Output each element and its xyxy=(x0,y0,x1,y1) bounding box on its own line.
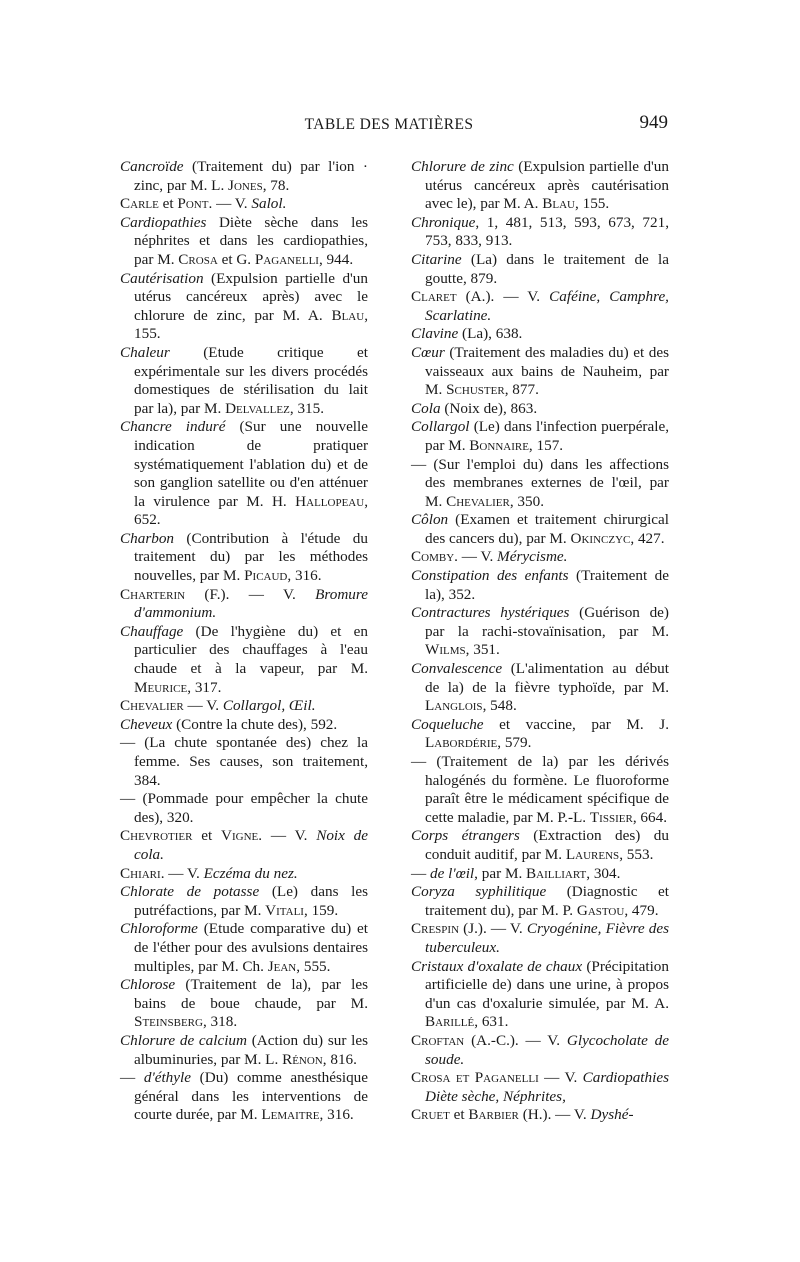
author-name: Gastou xyxy=(576,901,625,919)
author-name: Picaud xyxy=(244,567,288,585)
index-entry xyxy=(411,548,669,567)
author-name: Carle xyxy=(120,195,159,213)
entry-text: — (La chute spontanée des) chez la femme. Ses causes, son traitement, 384. xyxy=(120,734,368,789)
entry-term: Chaleur xyxy=(120,343,170,361)
entry-text: — V. xyxy=(538,1069,583,1087)
index-entry xyxy=(411,214,669,251)
author-name: Paganelli xyxy=(254,250,319,268)
entry-text: (Précipitation artificielle de) dans une urine, à propos d'un cas d'oxalurie simulée, par M. A. xyxy=(425,957,669,1012)
entry-text: , 816. xyxy=(322,1050,357,1068)
entry-term: Convalescence xyxy=(411,660,503,678)
index-entry xyxy=(411,827,669,864)
author-name: Jean xyxy=(267,957,297,975)
index-entry xyxy=(120,697,368,716)
entry-term: Côlon xyxy=(411,511,449,529)
entry-term: Collargol, Œil. xyxy=(222,697,316,715)
entry-term: Cheveux xyxy=(120,715,173,733)
entry-text: — xyxy=(411,864,430,882)
author-name: Jones xyxy=(228,176,263,194)
entry-text: (Expulsion partielle d'un utérus cancéreux après cautérisation avec le), par M. A. xyxy=(425,158,669,213)
entry-term: Chronique xyxy=(411,213,476,231)
entry-text: , 579. xyxy=(497,734,532,752)
index-entry xyxy=(411,1106,669,1125)
entry-text: , 555. xyxy=(296,957,331,975)
entry-term: Coqueluche xyxy=(411,715,484,733)
entry-term: Cardiopathies Diète sèche, Néphrites, xyxy=(425,1069,669,1105)
entry-term: de l'œil xyxy=(429,864,475,882)
entry-term: Chauffage xyxy=(120,622,184,640)
index-entry xyxy=(411,400,669,419)
index-entry xyxy=(120,158,368,195)
entry-text: , 316. xyxy=(287,567,322,585)
entry-text: (Contribution à l'étude du traitement du) par les méthodes nouvelles, par M. xyxy=(134,529,368,585)
entry-term: Corps étrangers xyxy=(411,827,520,845)
right-column xyxy=(411,158,669,1125)
index-entry xyxy=(120,920,368,976)
author-name: Hallopeau xyxy=(295,492,365,510)
entry-term: Collargol xyxy=(411,418,470,436)
entry-term: d'éthyle xyxy=(143,1069,191,1087)
index-entry xyxy=(411,716,669,753)
entry-text: (F.). — V. xyxy=(185,585,316,603)
entry-term: Bromure d'ammonium. xyxy=(134,585,368,622)
author-name: Bonnaire xyxy=(469,436,529,454)
entry-term: Dyshé- xyxy=(590,1106,634,1124)
entry-term: Cardiopathies xyxy=(120,213,207,231)
author-name: Chevalier xyxy=(446,492,510,510)
index-entry xyxy=(411,958,669,1032)
author-name: Pont xyxy=(177,195,209,213)
author-name: Blau xyxy=(542,195,575,213)
index-entry xyxy=(120,976,368,1032)
author-name: Vitali xyxy=(265,901,304,919)
index-entry xyxy=(411,865,669,884)
entry-text: et vaccine, par M. J. xyxy=(483,715,669,733)
entry-text: (Traitement des maladies du) et des vaisseaux aux bains de Nauheim, par M. xyxy=(425,343,669,399)
index-entry xyxy=(411,325,669,344)
running-head: TABLE DES MATIÈRES xyxy=(304,116,474,133)
entry-text: . — V. xyxy=(454,548,498,566)
entry-text: (Diagnostic et traitement du), par M. P. xyxy=(425,883,669,919)
entry-text: . — V. xyxy=(160,864,204,882)
entry-term: Cancroïde xyxy=(120,158,184,175)
entry-text: , 316. xyxy=(319,1106,354,1124)
index-entry xyxy=(411,1032,669,1069)
entry-term: Chlorure de zinc xyxy=(411,158,514,175)
index-entry xyxy=(120,1069,368,1125)
index-entry xyxy=(120,865,368,884)
page-number: 949 xyxy=(639,112,668,133)
entry-text: (J.). — V. xyxy=(459,920,527,938)
entry-text: (Examen et traitement chirurgical des cancers du), par M. xyxy=(425,511,669,547)
entry-text: , 315. xyxy=(289,399,325,417)
entry-text: , 159. xyxy=(303,901,339,919)
author-name: Laurens xyxy=(565,845,620,863)
author-name: Barbier xyxy=(468,1106,519,1124)
entry-text: et G. xyxy=(217,250,255,268)
entry-text: , 877. xyxy=(504,381,539,399)
entry-text: , 318. xyxy=(202,1013,238,1031)
entry-text: , 317. xyxy=(187,678,222,696)
author-name: Lemaitre xyxy=(261,1106,320,1124)
entry-text: (Traitement de la), 352. xyxy=(425,567,669,603)
entry-text: (Action du) sur les albuminuries, par M. L. xyxy=(134,1031,368,1068)
entry-text: , 664. xyxy=(632,808,667,826)
entry-term: Eczéma du nez. xyxy=(203,864,298,882)
index-entry xyxy=(120,883,368,920)
entry-term: Cola xyxy=(411,399,441,417)
entry-text: (Traitement du) par l'ion · zinc, par M. L. xyxy=(134,158,368,194)
author-name: Claret xyxy=(411,288,457,306)
index-entry xyxy=(120,270,368,344)
entry-text: , 155. xyxy=(134,306,368,343)
index-entry xyxy=(120,214,368,270)
index-entry xyxy=(120,344,368,418)
entry-text: . — V. xyxy=(208,195,252,213)
entry-term: Clavine xyxy=(411,325,459,343)
index-entry xyxy=(120,1032,368,1069)
entry-term: Citarine xyxy=(411,250,462,268)
entry-text: , par M. xyxy=(474,864,527,882)
index-entry xyxy=(411,288,669,325)
author-name: Schuster xyxy=(446,381,505,399)
entry-term: Coryza syphilitique xyxy=(411,883,547,901)
author-name: Chevrotier xyxy=(120,827,193,845)
index-entry xyxy=(411,883,669,920)
index-entry xyxy=(411,604,669,660)
index-entry xyxy=(120,716,368,735)
author-name: Vigne xyxy=(221,827,259,845)
entry-text: (Sur une nouvelle indication de pratiquer systématiquement l'ablation du) et de son ganglion satellite ou d'en atténuer la virulence par M. H. xyxy=(134,418,368,510)
entry-term: Caféine, Camphre, Scarlatine. xyxy=(425,288,669,324)
entry-text: (Le) dans les putréfactions, par M. xyxy=(134,883,368,919)
entry-text: , 304. xyxy=(586,864,621,882)
entry-text: , 350. xyxy=(509,492,544,510)
index-entry xyxy=(411,251,669,288)
entry-text: (Etude critique et expérimentale sur les divers procédés domestiques de stérilisation du lait par la), par M. xyxy=(134,343,368,417)
index-entry xyxy=(120,195,368,214)
author-name: Chevalier xyxy=(120,697,184,715)
entry-term: Chancre induré xyxy=(120,418,226,436)
entry-term: Salol. xyxy=(251,195,287,213)
entry-text: (Extraction des) du conduit auditif, par M. xyxy=(425,827,669,863)
entry-text: , 155. xyxy=(575,195,610,213)
author-name: Chiari xyxy=(120,864,161,882)
entry-text: , 78. xyxy=(262,176,290,194)
entry-text: (Noix de), 863. xyxy=(440,399,538,417)
entry-text: . — V. xyxy=(258,827,317,845)
index-entry xyxy=(411,660,669,716)
index-entry xyxy=(120,586,368,623)
entry-text: (L'alimentation au début de la) de la fièvre typhoïde, par M. xyxy=(425,660,669,696)
author-name: Tissier xyxy=(589,808,633,826)
author-name: Blau xyxy=(331,306,365,324)
page-header xyxy=(110,112,668,140)
entry-text: (A.-C.). — V. xyxy=(464,1031,567,1049)
entry-text: — (Traitement de la) par les dérivés halogénés du formène. Le fluoroforme paraît être le médicament spécifique de cette maladie, par M. P.-L. xyxy=(411,753,669,826)
entry-text: , 157. xyxy=(528,436,564,454)
entry-text: , 944. xyxy=(318,250,354,268)
entry-text: — V. xyxy=(183,697,223,715)
author-name: Crespin xyxy=(411,920,460,938)
author-name: Meurice xyxy=(134,678,188,696)
entry-text: (Expulsion partielle d'un utérus cancéreux après) avec le chlorure de zinc, par M. A. xyxy=(134,269,368,324)
entry-text: (A.). — V. xyxy=(456,288,550,306)
entry-term: Cristaux d'oxalate de chaux xyxy=(411,957,583,975)
entry-term: Mérycisme. xyxy=(497,548,568,566)
author-name: Steinsberg xyxy=(134,1013,203,1031)
entry-term: Chlorose xyxy=(120,976,176,994)
entry-text: , 631. xyxy=(474,1013,509,1031)
entry-text: — (Sur l'emploi du) dans les affections des membranes externes de l'œil, par M. xyxy=(411,455,669,510)
author-name: Rénon xyxy=(282,1050,323,1068)
entry-text: (Le) dans l'infection puerpérale, par M. xyxy=(425,418,669,454)
index-entry xyxy=(411,158,669,214)
entry-text: — (Pommade pour empêcher la chute des), 320. xyxy=(120,790,368,826)
entry-term: Contractures hystériques xyxy=(411,604,570,622)
entry-text: , 548. xyxy=(482,697,517,715)
index-entry xyxy=(411,920,669,957)
index-entry xyxy=(411,567,669,604)
index-entry xyxy=(411,753,669,827)
entry-text: , 652. xyxy=(134,492,368,529)
index-entry xyxy=(120,734,368,790)
entry-term: Chlorate de potasse xyxy=(120,883,260,901)
author-name: Delvallez xyxy=(225,399,290,417)
author-name: Charterin xyxy=(120,585,186,603)
author-name: Okinczyc xyxy=(570,529,631,547)
entry-text: — xyxy=(120,1069,144,1087)
author-name: Crosa xyxy=(178,250,218,268)
index-entry xyxy=(411,344,669,400)
entry-text: , 553. xyxy=(619,845,654,863)
entry-term: Cœur xyxy=(411,343,445,361)
index-entry xyxy=(411,418,669,455)
index-entry xyxy=(120,790,368,827)
entry-text: , 479. xyxy=(624,901,659,919)
index-entry xyxy=(120,623,368,697)
entry-term: Glycocholate de soude. xyxy=(425,1031,669,1068)
entry-term: Chloroforme xyxy=(120,920,198,938)
entry-term: Cautérisation xyxy=(120,269,204,287)
index-entry xyxy=(120,827,368,864)
entry-term: Constipation des enfants xyxy=(411,567,569,585)
entry-term: Cryogénine, Fièvre des tuberculeux. xyxy=(425,920,669,956)
entry-text: et xyxy=(449,1106,469,1124)
author-name: Barillé xyxy=(425,1013,475,1031)
index-entry xyxy=(411,456,669,512)
entry-text: (Du) comme anesthésique général dans les interventions de courte durée, par M. xyxy=(134,1069,369,1124)
entry-text: (Contre la chute des), 592. xyxy=(172,715,338,733)
entry-text: (H.). — V. xyxy=(518,1106,591,1124)
entry-text: (La), 638. xyxy=(458,325,523,343)
index-entry xyxy=(411,1069,669,1106)
entry-text: (De l'hygiène du) et en particulier des chauffages à l'eau chaude et à la vapeur, par M. xyxy=(134,622,368,678)
index-entry xyxy=(120,418,368,530)
author-name: Croftan xyxy=(411,1031,465,1049)
entry-text: et xyxy=(158,195,178,213)
entry-text: , 1, 481, 513, 593, 673, 721, 753, 833, 913. xyxy=(425,213,669,250)
author-name: Bailliart xyxy=(526,864,587,882)
entry-term: Noix de cola. xyxy=(134,827,369,863)
entry-text: et xyxy=(192,827,222,845)
entry-text: , 351. xyxy=(465,641,500,659)
entry-text: (Etude comparative du) et de l'éther pour des avulsions dentaires multiples, par M. Ch. xyxy=(134,920,368,975)
entry-text: (Guérison de) par la rachi-stovaïnisation, par M. xyxy=(425,604,669,640)
entry-term: Chlorure de calcium xyxy=(120,1031,247,1049)
left-column xyxy=(120,158,368,1125)
entry-text: , 427. xyxy=(630,529,665,547)
entry-text: Diète sèche dans les néphrites et dans les cardiopathies, par M. xyxy=(134,213,368,268)
author-name: Wilms xyxy=(425,641,466,659)
author-name: Labordérie xyxy=(425,734,498,752)
author-name: Langlois xyxy=(425,697,483,715)
index-entry xyxy=(120,530,368,586)
entry-term: Charbon xyxy=(120,529,175,547)
author-name: Cruet xyxy=(411,1106,450,1124)
entry-text: (La) dans le traitement de la goutte, 879. xyxy=(425,250,669,287)
author-name: Comby xyxy=(411,548,455,566)
author-name: Crosa et Paganelli xyxy=(411,1069,539,1087)
entry-text: (Traitement de la), par les bains de boue chaude, par M. xyxy=(134,976,368,1012)
index-entry xyxy=(411,511,669,548)
